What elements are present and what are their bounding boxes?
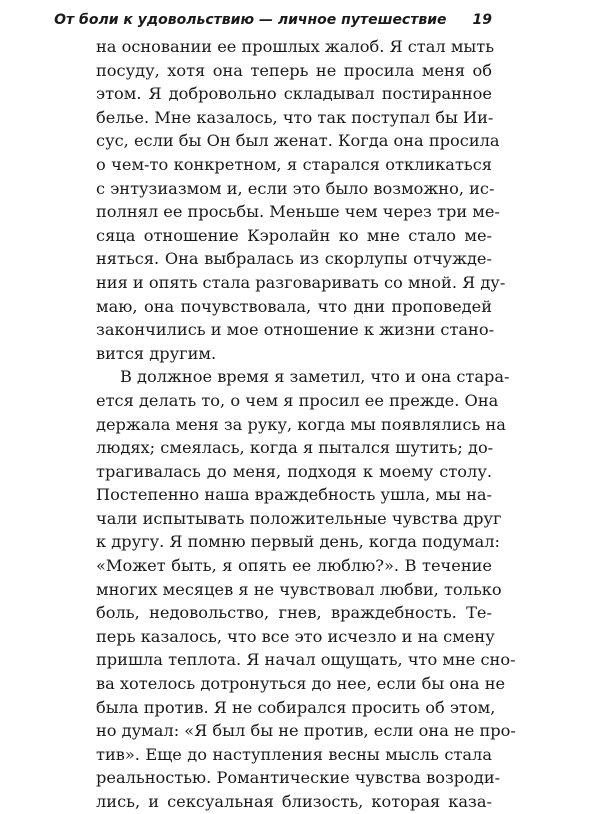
- running-head: [54, 8, 492, 32]
- text-line: закончились и мое отношение к жизни стано-: [96, 320, 495, 340]
- text-line: трагивалась до меня, подходя к моему столу.: [96, 461, 492, 481]
- text-line: этом. Я добровольно складывал постиранное: [96, 84, 492, 104]
- paragraph-start-line: В должное время я заметил, что и она стара-: [120, 367, 510, 387]
- text-line: ния и опять стала разговаривать со мной. Я ду-: [96, 272, 506, 292]
- text-line: перь казалось, что все это исчезло и на смену: [96, 626, 495, 646]
- text-line: Постепенно наша враждебность ушла, мы на-: [96, 485, 492, 505]
- text-line: о чем-то конкретном, я старался откликаться: [96, 154, 492, 174]
- page-number: 19: [472, 12, 492, 28]
- text-line: на основании ее прошлых жалоб. Я стал мыть: [96, 37, 495, 56]
- text-line: тив». Еще до наступления весны мысль стала: [96, 744, 492, 764]
- paragraph-end-line: вится другим.: [96, 343, 217, 363]
- text-line: чали испытывать положительные чувства друг: [96, 508, 502, 528]
- text-line: няться. Она выбралась из скорлупы отчужде-: [96, 249, 492, 269]
- text-line: посуду, хотя она теперь не просила меня об: [96, 60, 492, 80]
- text-line: с энтузиазмом и, если это было возможно, ис-: [96, 178, 495, 198]
- text-line: держала меня за руку, когда мы появлялись на: [96, 414, 506, 434]
- text-line: ется делать то, о чем я просил ее прежде. Она: [96, 390, 499, 410]
- text-line: лись, и сексуальная близость, которая каза-: [96, 792, 492, 811]
- text-line: «Может быть, я опять ее люблю?». В течение: [96, 556, 492, 576]
- text-line: но думал: «Я был бы не против, если она не про-: [96, 721, 516, 741]
- text-line: ва хотелось дотронуться до нее, если бы она не: [96, 674, 506, 694]
- text-line: маю, она почувствовала, что дни проповедей: [96, 296, 492, 316]
- text-line: белье. Мне казалось, что так поступал бы Ии-: [96, 107, 494, 127]
- text-line: была против. Я не собирался просить об этом,: [96, 697, 496, 717]
- text-line: сус, если бы Он был женат. Когда она просила: [96, 131, 500, 151]
- text-line: пришла теплота. Я начал ощущать, что мне сно-: [96, 650, 516, 670]
- running-title: От боли к удовольствию — личное путешествие: [54, 12, 447, 28]
- text-line: боль, недовольство, гнев, враждебность. Те-: [96, 603, 492, 623]
- text-line: к другу. Я помню первый день, когда подумал:: [96, 532, 500, 552]
- text-line: многих месяцев я не чувствовал любви, только: [96, 579, 502, 599]
- page-body: [96, 35, 516, 814]
- text-line: сяца отношение Кэролайн ко мне стало ме-: [96, 225, 492, 245]
- text-line: реальностью. Романтические чувства возроди-: [96, 768, 501, 788]
- text-line: полнял ее просьбы. Меньше чем через три ме-: [96, 202, 500, 222]
- text-line: людях; смеялась, когда я пытался шутить; до-: [96, 438, 494, 458]
